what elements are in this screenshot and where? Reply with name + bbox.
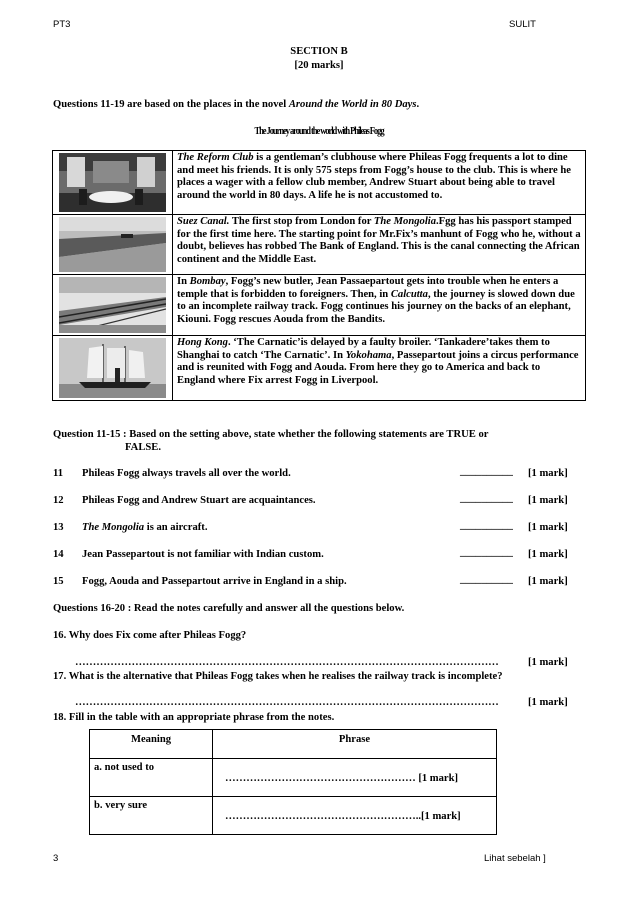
q12-answer-blank[interactable]: __________ <box>460 493 513 504</box>
meaning-header: Meaning <box>90 730 213 759</box>
q16-answer-line[interactable]: ………………………………………………………………………………………………………… <box>75 657 499 668</box>
meaning-cell-b: b. very sure <box>90 797 213 835</box>
q11-15-line1: Based on the setting above, state whether the following statements are TRUE or <box>129 429 489 440</box>
q11-number: 11 <box>53 468 64 479</box>
q18-text: 18. Fill in the table with an appropriate phrase from the notes. <box>53 712 335 723</box>
q16-20-instruction: Questions 16-20 : Read the notes carefully and answer all the questions below. <box>53 603 405 614</box>
suez-canal-ship: The Mongolia <box>373 216 437 227</box>
notes-header-row <box>90 730 497 759</box>
setting-row-bombay <box>53 275 586 336</box>
meaning-cell-a: a. not used to <box>90 759 213 797</box>
section-title: SECTION B <box>290 46 348 57</box>
phrase-answer-b[interactable]: ………………………………………………..[1 mark] <box>213 797 497 835</box>
bombay-text-a: , Fogg’s new butler, Jean Passaepartout gets into trouble when he enters a temple that is forbidden to foreigners. Then, in <box>177 276 559 300</box>
q13-text: is an aircraft. <box>144 522 208 533</box>
bombay-text-b: , the journey is slowed down due to an incomplete railway track. Fogg continues his journey on the backs of an elephant, Kiouni. Fogg rescues Aouda from the Bandits. <box>177 288 575 325</box>
q17-answer-line[interactable]: ………………………………………………………………………………………………………… <box>75 697 499 708</box>
q11-15-instruction <box>53 428 489 441</box>
footer-right: Lihat sebelah ] <box>484 853 546 864</box>
bombay-prefix: In <box>177 276 190 287</box>
q14-mark: [1 mark] <box>528 549 568 560</box>
phrase-answer-a[interactable]: ……………………………………………… [1 mark] <box>213 759 497 797</box>
q11-mark: [1 mark] <box>528 468 568 479</box>
hong-kong-place: Hong Kong <box>177 337 228 348</box>
q14-text: Jean Passepartout is not familiar with Indian custom. <box>82 549 324 560</box>
novel-title: Around the World in 80 Days <box>288 99 417 110</box>
journey-title: The Journey around the world with Phileas Fogg <box>254 126 384 137</box>
q12-number: 12 <box>53 495 64 506</box>
setting-row-reform-club <box>53 151 586 215</box>
q14-number: 14 <box>53 549 64 560</box>
suez-canal-text-a: The first stop from London for <box>229 216 374 227</box>
suez-canal-text-b: .Fgg has his passport stamped for the first time here. The starting point for Mr.Fix’s manhunt of Fogg who he, without a doubt, believes has robbed The Bank of England. This is the canal connecting the African continent and the Middle East. <box>177 216 581 265</box>
notes-row <box>90 797 497 835</box>
setting-row-hong-kong <box>53 336 586 401</box>
q13-mark: [1 mark] <box>528 522 568 533</box>
q13-text-block <box>82 522 207 533</box>
reform-club-text: is a gentleman’s clubhouse where Phileas Fogg frequents a lot to dine and meet his friends. It is only 575 steps from Fogg’s house to the club. This is where he places a wager with a fellow club member, Andrew Stuart about being able to travel around the world in 80 days. A life he is not accustomed to. <box>177 152 571 201</box>
q15-answer-blank[interactable]: __________ <box>460 574 513 585</box>
reform-club-photo <box>59 153 166 212</box>
q11-15-line2: FALSE. <box>125 442 162 453</box>
suez-canal-place: Suez Canal. <box>177 216 230 227</box>
section-marks: [20 marks] <box>294 60 344 71</box>
setting-row-suez-canal <box>53 215 586 275</box>
q12-mark: [1 mark] <box>528 495 568 506</box>
reform-club-place: The Reform Club <box>177 152 254 163</box>
q17-text: 17. What is the alternative that Phileas Fogg takes when he realises the railway track is incomplete? <box>53 671 503 682</box>
hong-kong-text-a: . ‘The Carnatic’is delayed by a faulty broiler. ‘Tankadere’takes them to Shanghai to catch ‘The Carnatic’. In <box>177 337 550 361</box>
ship-photo <box>59 338 166 398</box>
q14-answer-blank[interactable]: __________ <box>460 547 513 558</box>
q15-mark: [1 mark] <box>528 576 568 587</box>
page-number: 3 <box>53 853 59 864</box>
q16-text: 16. Why does Fix come after Phileas Fogg? <box>53 630 247 641</box>
notes-row <box>90 759 497 797</box>
q17-mark: [1 mark] <box>528 697 568 708</box>
notes-table <box>89 729 497 835</box>
q11-text: Phileas Fogg always travels all over the world. <box>82 468 291 479</box>
q12-text: Phileas Fogg and Andrew Stuart are acquaintances. <box>82 495 316 506</box>
phrase-header: Phrase <box>213 730 497 759</box>
q15-number: 15 <box>53 576 64 587</box>
q13-number: 13 <box>53 522 64 533</box>
q16-mark: [1 mark] <box>528 657 568 668</box>
q11-answer-blank[interactable]: __________ <box>460 466 513 477</box>
intro-line <box>53 98 419 111</box>
bombay-place: Bombay <box>189 276 226 287</box>
railway-photo <box>59 277 166 333</box>
q15-text: Fogg, Aouda and Passepartout arrive in England in a ship. <box>82 576 347 587</box>
header-right: SULIT <box>509 19 536 30</box>
intro-prefix: Questions 11-19 are based on the places in the novel <box>53 99 289 110</box>
section-title-block <box>0 45 638 73</box>
q13-answer-blank[interactable]: __________ <box>460 520 513 531</box>
header-left: PT3 <box>53 19 71 30</box>
intro-suffix: . <box>416 99 420 110</box>
yokohama-place: Yokohama <box>345 349 392 361</box>
calcutta-place: Calcutta <box>390 288 428 300</box>
q13-italic: The Mongolia <box>82 522 145 533</box>
suez-canal-photo <box>59 217 166 272</box>
hong-kong-text-b: , Passepartout joins a circus performance and is reunited with Fogg and Aouda. From here they go to America and back to England where Fix arrest Fogg in Liverpool. <box>177 349 579 386</box>
settings-table <box>52 150 586 401</box>
q11-15-label: Question 11-15 : <box>53 429 130 440</box>
